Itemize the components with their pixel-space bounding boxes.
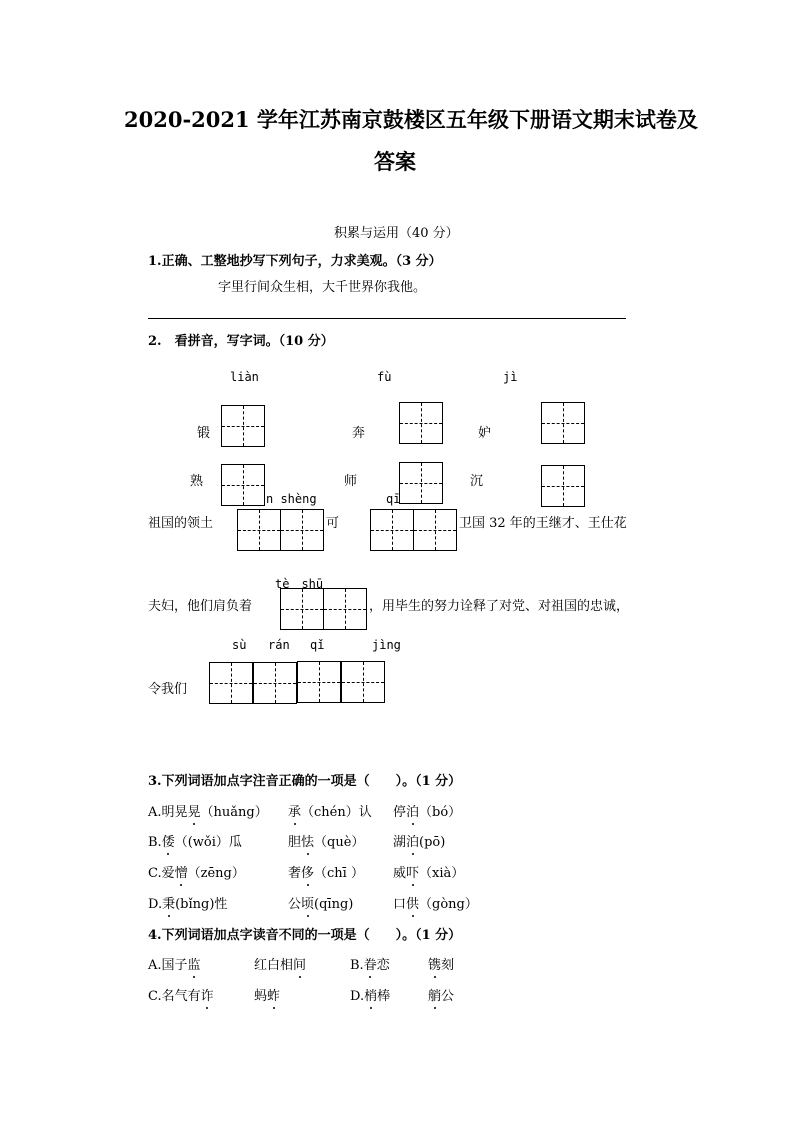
pinyin-jing: jìng xyxy=(372,638,401,652)
pinyin-su: sù xyxy=(232,638,247,652)
pinyin-ji: jì xyxy=(503,370,518,384)
writing-box[interactable] xyxy=(341,661,385,703)
q3-option-a-w3: 停泊（bó） xyxy=(393,805,462,820)
char-shi: 师 xyxy=(344,474,358,489)
q3-question: 3.下列词语加点字注音正确的一项是（ ）。（1 分） xyxy=(148,774,462,789)
writing-box[interactable] xyxy=(253,662,297,704)
writing-box[interactable] xyxy=(399,462,443,504)
pinyin-te-shu: tè shū xyxy=(275,577,324,591)
q3-option-d-w2: 公顷(qīng) xyxy=(288,897,354,912)
writing-box[interactable] xyxy=(209,662,253,704)
char-du: 妒 xyxy=(478,426,492,441)
q4-row-a-1: A.国子监 xyxy=(148,958,201,973)
pinyin-lian: liàn xyxy=(230,370,259,384)
q3-option-b-w3: 湖泊(pō) xyxy=(393,835,446,850)
writing-box[interactable] xyxy=(541,402,585,444)
q1-sentence: 字里行间众生相，大千世界你我他。 xyxy=(218,280,427,295)
line-a-mid: 可 xyxy=(326,516,340,531)
q3-option-b-w2: 胆怯（què） xyxy=(288,835,365,850)
writing-box[interactable] xyxy=(399,402,443,444)
q4-row-a-2: 红白相间 xyxy=(254,958,307,973)
pinyin-shen-sheng: n shèng xyxy=(266,492,317,506)
q3-option-a: A.明晃晃（huǎng） xyxy=(148,805,268,820)
char-shu: 熟 xyxy=(190,474,204,489)
q4-row-c-4: 艄公 xyxy=(428,989,455,1004)
doc-title-line2: 答案 xyxy=(374,149,416,174)
q4-row-a-3: B.眷恋 xyxy=(350,958,390,973)
q3-option-d: D.秉(bǐng)性 xyxy=(148,897,228,912)
q4-question: 4.下列词语加点字读音不同的一项是（ ）。（1 分） xyxy=(148,928,462,943)
writing-box[interactable] xyxy=(221,405,265,447)
writing-box[interactable] xyxy=(413,509,457,551)
q1-question: 1.正确、工整地抄写下列句子，力求美观。（3 分） xyxy=(148,254,442,269)
writing-box[interactable] xyxy=(323,588,367,630)
line-b-start: 夫妇，他们肩负着 xyxy=(148,599,253,614)
char-ben: 奔 xyxy=(352,426,366,441)
doc-title-line1: 2020-2021 学年江苏南京鼓楼区五年级下册语文期末试卷及 xyxy=(124,107,698,132)
writing-box[interactable] xyxy=(237,509,281,551)
q3-option-a-w2: 承（chén）认 xyxy=(288,805,372,820)
q3-option-c-w2: 奢侈（chī ） xyxy=(288,866,364,881)
section-header: 积累与运用（40 分） xyxy=(334,226,459,241)
q3-option-c-w3: 威吓（xià） xyxy=(393,866,465,881)
char-duan: 锻 xyxy=(197,426,211,441)
pinyin-qi: qī xyxy=(386,492,401,506)
q2-question: 2. 看拼音，写字词。（10 分） xyxy=(148,334,334,349)
q4-row-c-2: 蚂蚱 xyxy=(254,989,281,1004)
writing-box[interactable] xyxy=(370,509,414,551)
writing-box[interactable] xyxy=(221,464,265,506)
char-chen: 沉 xyxy=(470,474,484,489)
writing-box[interactable] xyxy=(541,465,585,507)
q4-row-c-1: C.名气有诈 xyxy=(148,989,214,1004)
q1-answer-line xyxy=(148,318,626,319)
line-a-end: 卫国 32 年的王继才、王仕花 xyxy=(459,516,627,531)
q3-option-c: C.爱憎（zēng） xyxy=(148,866,245,881)
writing-box[interactable] xyxy=(297,661,341,703)
line-a-start: 祖国的领土 xyxy=(148,516,214,531)
q3-option-b: B.倭（(wǒi）瓜 xyxy=(148,835,242,850)
line-c-start: 令我们 xyxy=(148,682,188,697)
pinyin-ran: rán xyxy=(268,638,290,652)
q4-row-c-3: D.梢棒 xyxy=(350,989,391,1004)
q3-option-d-w3: 口供（gòng） xyxy=(393,897,478,912)
pinyin-qi2: qǐ xyxy=(310,638,325,652)
writing-box[interactable] xyxy=(280,509,324,551)
pinyin-fu: fù xyxy=(377,370,392,384)
writing-box[interactable] xyxy=(280,588,324,630)
line-b-end: ，用毕生的努力诠释了对党、对祖国的忠诚， xyxy=(369,599,630,614)
q4-row-a-4: 镌刻 xyxy=(428,958,455,973)
